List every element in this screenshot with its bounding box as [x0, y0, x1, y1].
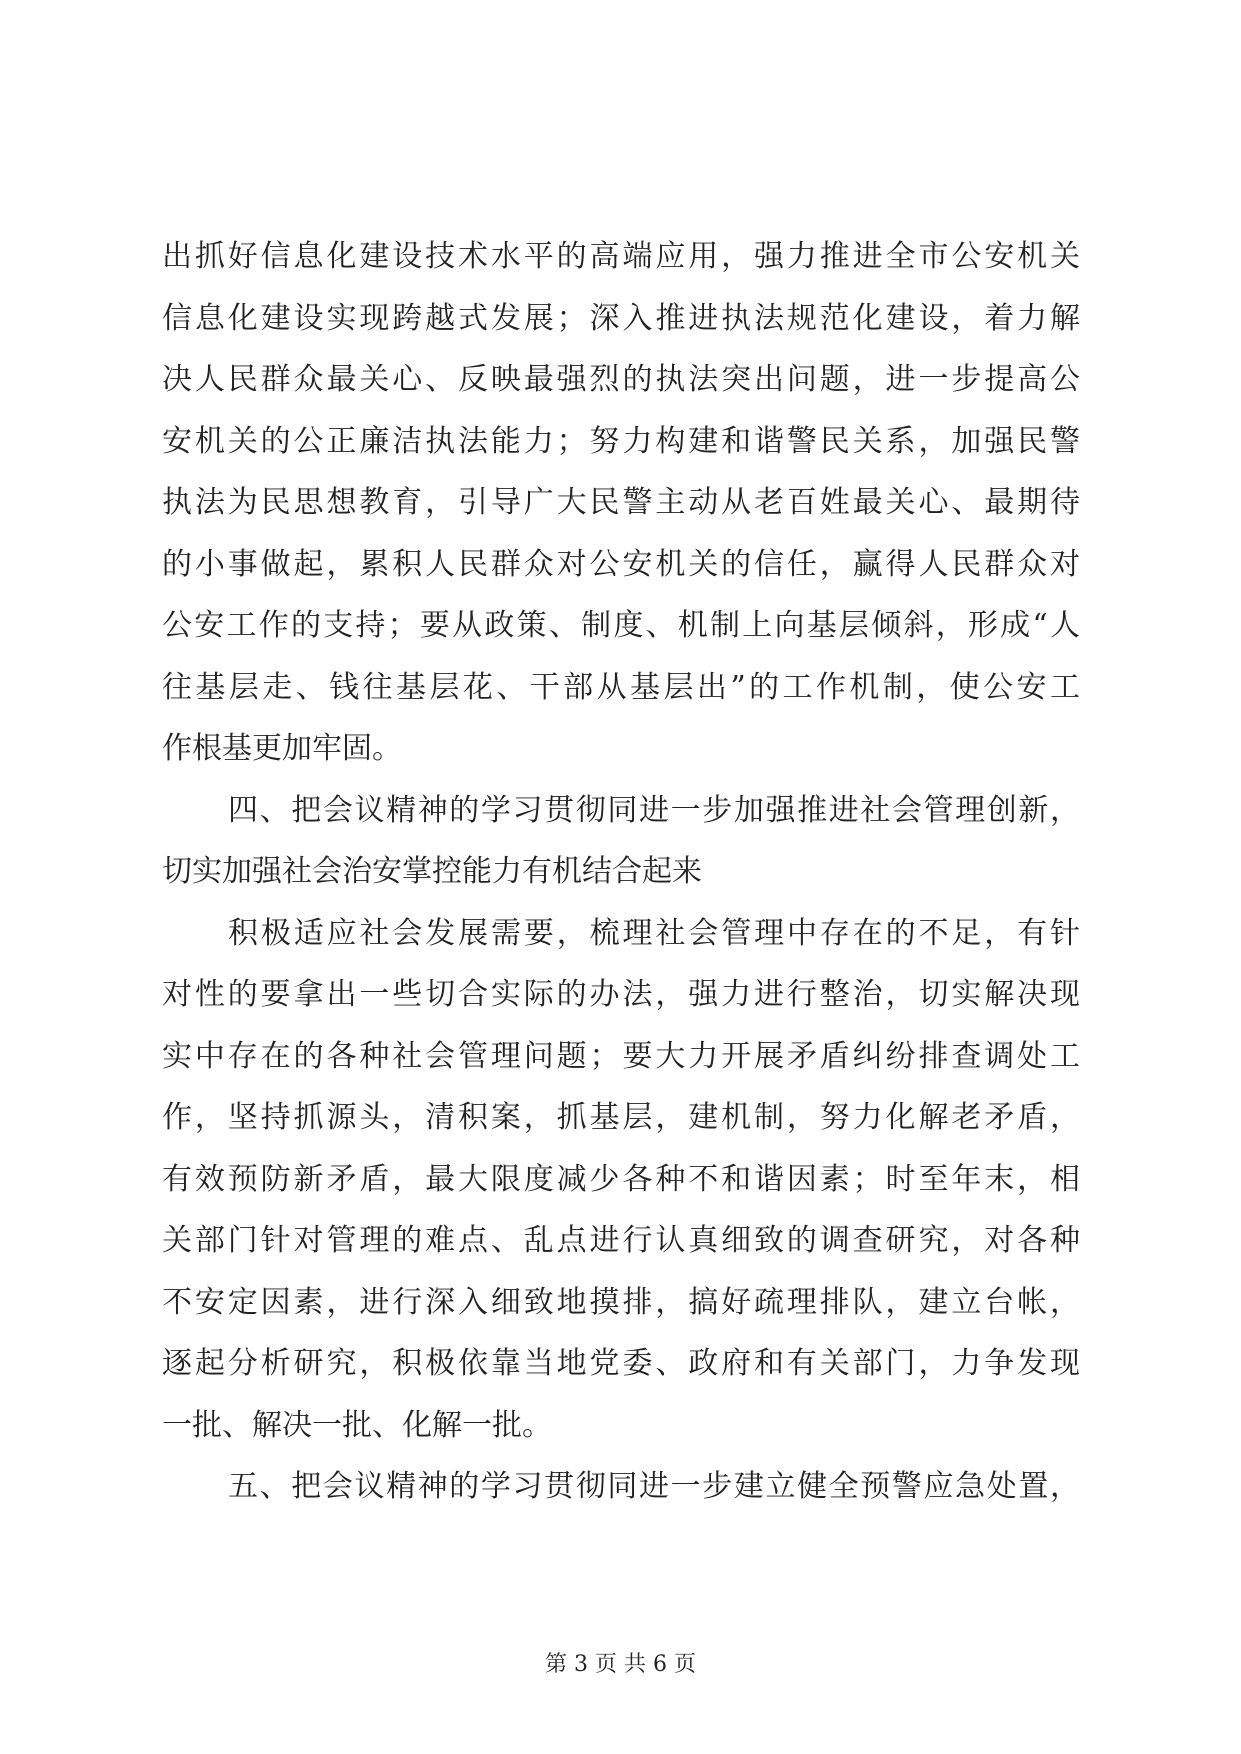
section-heading-5 [162, 1456, 1080, 1518]
text-line: 积极适应社会发展需要，梳理社会管理中存在的不足，有针 [228, 915, 1080, 951]
text-line: 的小事做起，累积人民群众对公安机关的信任，赢得人民群众对 [162, 546, 1080, 582]
text-line: 实中存在的各种社会管理问题；要大力开展矛盾纠纷排查调处工 [162, 1038, 1080, 1074]
paragraph-1 [162, 226, 1080, 780]
text-line: 逐起分析研究，积极依靠当地党委、政府和有关部门，力争发现 [162, 1346, 1080, 1381]
page-footer: 第 3 页 共 6 页 [545, 1652, 696, 1677]
text-line: 作，坚持抓源头，清积案，抓基层，建机制，努力化解老矛盾， [162, 1100, 1080, 1135]
text-line: 对性的要拿出一些切合实际的办法，强力进行整治，切实解决现 [162, 977, 1080, 1012]
section-heading-4 [162, 780, 1080, 903]
text-line: 执法为民思想教育，引导广大民警主动从老百姓最关心、最期待 [162, 485, 1080, 520]
heading-line: 切实加强社会治安掌控能力有机结合起来 [162, 854, 702, 889]
text-line: 有效预防新矛盾，最大限度减少各种不和谐因素；时至年末，相 [162, 1161, 1080, 1197]
text-line: 一批、解决一批、化解一批。 [162, 1407, 552, 1443]
text-line: 作根基更加牢固。 [162, 731, 402, 766]
text-line: 信息化建设实现跨越式发展；深入推进执法规范化建设，着力解 [162, 300, 1080, 336]
paragraph-3 [162, 903, 1080, 1457]
heading-line: 五、把会议精神的学习贯彻同进一步建立健全预警应急处置， [228, 1469, 1080, 1504]
text-line: 关部门针对管理的难点、乱点进行认真细致的调查研究，对各种 [162, 1223, 1080, 1258]
text-line: 往基层走、钱往基层花、干部从基层出”的工作机制，使公安工 [162, 669, 1080, 705]
text-line: 决人民群众最关心、反映最强烈的执法突出问题，进一步提高公 [162, 362, 1080, 397]
text-line: 不安定因素，进行深入细致地摸排，搞好疏理排队，建立台帐， [162, 1284, 1080, 1320]
document-body [162, 226, 1080, 1518]
text-line: 公安工作的支持；要从政策、制度、机制上向基层倾斜，形成“人 [162, 608, 1080, 643]
text-line: 安机关的公正廉洁执法能力；努力构建和谐警民关系，加强民警 [162, 423, 1080, 459]
text-line: 出抓好信息化建设技术水平的高端应用，强力推进全市公安机关 [162, 239, 1080, 274]
heading-line: 四、把会议精神的学习贯彻同进一步加强推进社会管理创新， [228, 792, 1080, 828]
